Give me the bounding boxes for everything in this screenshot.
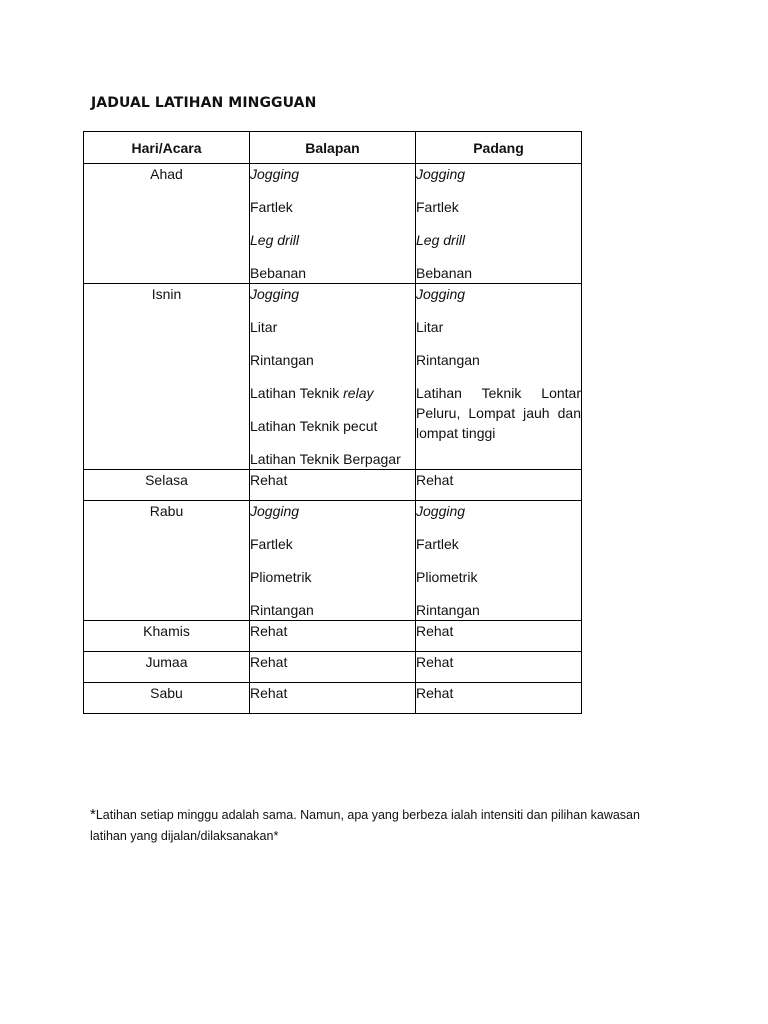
activity-text: Fartlek: [416, 536, 459, 552]
day-cell: Isnin: [84, 284, 250, 470]
footnote-text: Latihan setiap minggu adalah sama. Namun, apa yang berbeza ialah intensiti dan pilihan kawasan latihan yang dijalan/dilaksanakan*: [90, 808, 640, 843]
activity-text: Jogging: [250, 166, 300, 182]
activity-text: Jogging: [416, 166, 466, 182]
activity-text: Rehat: [250, 623, 288, 639]
padang-cell: [416, 683, 582, 714]
padang-cell: [416, 470, 582, 501]
activity-text: Jogging: [416, 503, 466, 519]
activity-text: Litar: [250, 319, 278, 335]
activity-item: [416, 317, 581, 337]
day-cell: Ahad: [84, 164, 250, 284]
document-title: JADUAL LATIHAN MINGGUAN: [91, 95, 317, 111]
activity-item: [416, 284, 581, 304]
balapan-cell: [250, 284, 416, 470]
balapan-cell: [250, 470, 416, 501]
day-cell: Sabu: [84, 683, 250, 714]
footnote: [90, 804, 670, 847]
activity-item: [416, 683, 581, 703]
balapan-cell: [250, 683, 416, 714]
activity-text: Latihan Teknik pecut: [250, 418, 378, 434]
activity-text: Jogging: [416, 286, 466, 302]
activity-item: [416, 164, 581, 184]
activity-item: [250, 284, 415, 304]
table-header-row: [84, 132, 582, 164]
activity-item: [250, 164, 415, 184]
activity-item: [416, 621, 581, 641]
activity-text: Latihan Teknik Berpagar: [250, 451, 401, 467]
padang-cell: [416, 284, 582, 470]
activity-item: [250, 350, 415, 370]
activity-item: [416, 470, 581, 490]
activity-text: Pliometrik: [416, 569, 478, 585]
activity-text: Latihan Teknik: [250, 385, 344, 401]
activity-text: Rintangan: [250, 602, 314, 618]
table-row: [84, 621, 582, 652]
balapan-cell: [250, 621, 416, 652]
activity-item: [250, 197, 415, 217]
activity-item: [416, 263, 581, 283]
activity-text: Bebanan: [416, 265, 473, 281]
footnote-asterisk: *: [90, 806, 96, 823]
activity-item: [250, 230, 415, 250]
table-row: [84, 683, 582, 714]
padang-cell: [416, 501, 582, 621]
activity-item: [416, 230, 581, 250]
activity-text: Latihan Teknik Lontar Peluru, Lompat jauh dan lompat tinggi: [416, 385, 581, 441]
activity-text: Litar: [416, 319, 444, 335]
activity-text: Rintangan: [416, 352, 480, 368]
activity-item: [416, 501, 581, 521]
activity-text: Rintangan: [416, 602, 480, 618]
day-cell: Selasa: [84, 470, 250, 501]
activity-text: Fartlek: [250, 199, 293, 215]
weekly-training-table: [83, 131, 582, 714]
activity-item: [250, 449, 415, 469]
activity-text: Rehat: [250, 472, 288, 488]
activity-item: [250, 501, 415, 521]
activity-text: Rehat: [416, 654, 454, 670]
activity-item: [416, 383, 581, 443]
day-cell: Jumaa: [84, 652, 250, 683]
activity-text: Rehat: [416, 472, 454, 488]
activity-item: [250, 470, 415, 490]
table-row: [84, 284, 582, 470]
activity-item: [250, 652, 415, 672]
activity-item: [416, 534, 581, 554]
padang-cell: [416, 164, 582, 284]
activity-text: Fartlek: [250, 536, 293, 552]
activity-item: [416, 567, 581, 587]
padang-cell: [416, 621, 582, 652]
activity-item: [416, 600, 581, 620]
header-padang: Padang: [416, 132, 582, 164]
table-row: [84, 164, 582, 284]
activity-text: Rehat: [416, 623, 454, 639]
activity-item: [250, 317, 415, 337]
day-cell: Khamis: [84, 621, 250, 652]
activity-text: Bebanan: [250, 265, 307, 281]
activity-item: [250, 263, 415, 283]
activity-text: Rehat: [416, 685, 454, 701]
table-row: [84, 470, 582, 501]
activity-text: Pliometrik: [250, 569, 312, 585]
activity-italic-term: relay: [343, 385, 374, 401]
activity-item: [250, 416, 415, 436]
activity-item: [250, 567, 415, 587]
activity-text: Leg drill: [250, 232, 300, 248]
activity-item: [416, 197, 581, 217]
activity-text: Rehat: [250, 654, 288, 670]
activity-text: Rintangan: [250, 352, 314, 368]
header-day: Hari/Acara: [84, 132, 250, 164]
activity-text: Fartlek: [416, 199, 459, 215]
day-cell: Rabu: [84, 501, 250, 621]
activity-item: [250, 383, 415, 403]
activity-text: Jogging: [250, 503, 300, 519]
table-row: [84, 501, 582, 621]
activity-text: Leg drill: [416, 232, 466, 248]
activity-item: [250, 683, 415, 703]
activity-item: [416, 652, 581, 672]
activity-text: Rehat: [250, 685, 288, 701]
balapan-cell: [250, 164, 416, 284]
activity-text: Jogging: [250, 286, 300, 302]
activity-item: [416, 350, 581, 370]
table-body: [84, 164, 582, 714]
table-row: [84, 652, 582, 683]
padang-cell: [416, 652, 582, 683]
activity-item: [250, 600, 415, 620]
header-balapan: Balapan: [250, 132, 416, 164]
balapan-cell: [250, 501, 416, 621]
activity-item: [250, 534, 415, 554]
activity-item: [250, 621, 415, 641]
balapan-cell: [250, 652, 416, 683]
